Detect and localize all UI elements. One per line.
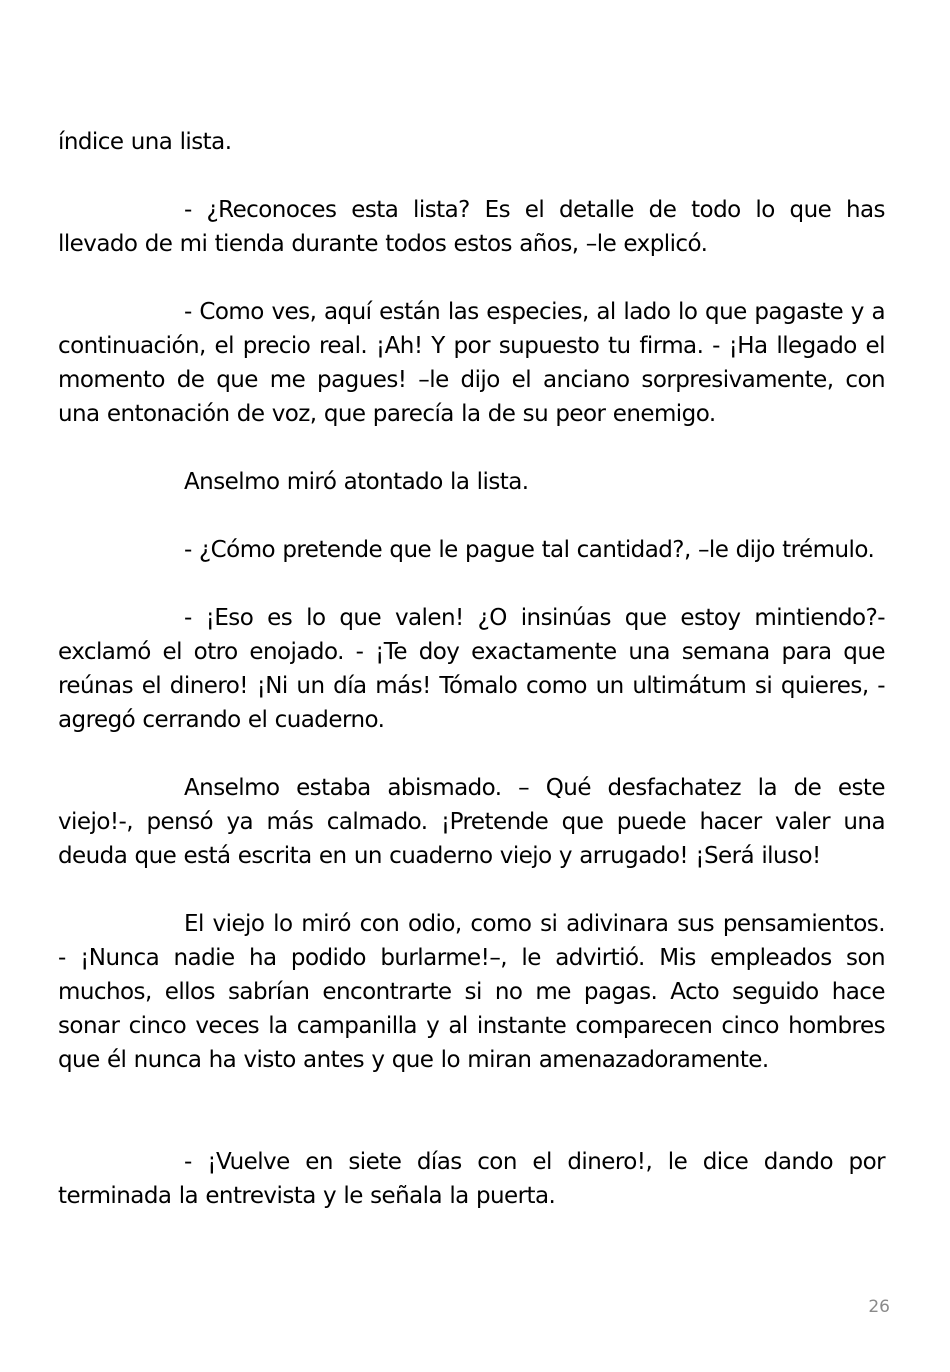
paragraph-dialogue: - ¡Eso es lo que valen! ¿O insinúas que estoy mintiendo?- exclamó el otro enojado. - ¡Te doy exactamente una semana para que reúnas el dinero! ¡Ni un día más! Tómalo como un ultimátum si quieres, - agregó cerrando el cuaderno. xyxy=(58,605,885,733)
paragraph-narration: Anselmo estaba abismado. – Qué desfachatez la de este viejo!-, pensó ya más calmado. ¡Pretende que puede hacer valer una deuda que está escrita en un cuaderno viejo y arrugado! ¡Será iluso! xyxy=(58,775,885,869)
paragraph-narration: El viejo lo miró con odio, como si adivinara sus pensamientos. - ¡Nunca nadie ha podido burlarme!–, le advirtió. Mis empleados son muchos, ellos sabrían encontrarte si no me pagas. Acto seguido hace sonar cinco veces la campanilla y al instante comparecen cinco hombres que él nunca ha visto antes y que lo miran amenazadoramente. xyxy=(58,911,885,1073)
paragraph-continuation: índice una lista. xyxy=(58,129,232,155)
body-text xyxy=(58,125,885,1247)
paragraph-dialogue: - ¿Reconoces esta lista? Es el detalle de todo lo que has llevado de mi tienda durante todos estos años, –le explicó. xyxy=(58,197,885,257)
paragraph-dialogue: - ¡Vuelve en siete días con el dinero!, le dice dando por terminada la entrevista y le señala la puerta. xyxy=(58,1149,885,1209)
page-number: 26 xyxy=(868,1297,890,1317)
paragraph-narration: Anselmo miró atontado la lista. xyxy=(184,469,529,495)
paragraph-dialogue: - ¿Cómo pretende que le pague tal cantidad?, –le dijo trémulo. xyxy=(184,537,875,563)
paragraph-dialogue: - Como ves, aquí están las especies, al lado lo que pagaste y a continuación, el precio real. ¡Ah! Y por supuesto tu firma. - ¡Ha llegado el momento de que me pagues! –le dijo el anciano sorpresivamente, con una entonación de voz, que parecía la de su peor enemigo. xyxy=(58,299,885,427)
